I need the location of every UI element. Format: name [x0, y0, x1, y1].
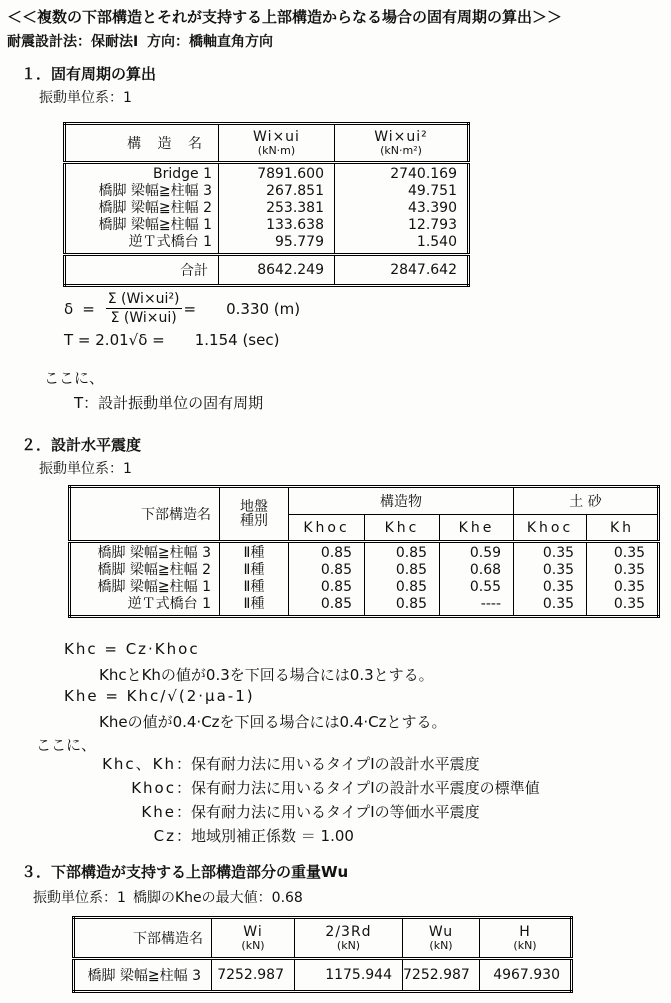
column-substructure-name: 下部構造名: [70, 487, 220, 542]
khc-formula: Khc = Cz·Khoc: [64, 640, 200, 658]
ground-type: Ⅱ種: [243, 596, 265, 612]
column-wiui2-unit: (kN·m²): [380, 143, 422, 157]
khe-cell: [440, 542, 514, 617]
group-soil: 土 砂: [514, 487, 659, 515]
ground-type: Ⅱ種: [243, 545, 265, 561]
fraction-numerator: Σ (Wi×ui²): [107, 291, 180, 307]
definition-khc-kh: [36, 752, 540, 776]
definition-label: Khe: [141, 803, 176, 821]
definition-desc: ：保有耐力法に用いるタイプⅠの等価水平震度: [176, 803, 480, 821]
definition-label: Cz: [153, 827, 176, 845]
column-wi-title: Wi: [243, 923, 263, 940]
section1-heading: １．固有周期の算出: [21, 65, 157, 83]
column-h-title: H: [519, 923, 531, 940]
column-wu-title: Wu: [428, 923, 454, 940]
table-body-row: [74, 959, 572, 992]
wiui-value: 267.851: [266, 183, 324, 199]
design-method-label: 耐震設計法：保耐法Ⅰ: [7, 34, 139, 50]
wiui-value: 133.638: [266, 217, 324, 233]
total-label: 合計: [65, 255, 219, 286]
wiui2-value: 12.793: [408, 217, 457, 233]
section1-unit-system: 振動単位系：1: [39, 90, 132, 106]
section2-heading: ２．設計水平震度: [21, 436, 142, 454]
period-formula: [64, 331, 279, 349]
period-formula-lhs: T = 2.01√δ =: [64, 331, 165, 349]
khoc-value: 0.85: [320, 545, 352, 561]
wiui2-value: 2740.169: [390, 166, 457, 182]
column-rd: [295, 918, 403, 959]
wiui-value: 253.381: [266, 200, 324, 216]
khc-value: 0.85: [395, 579, 427, 595]
khc-cell: [365, 542, 440, 617]
table-body-row: [70, 542, 659, 617]
soil-khoc-value: 0.35: [542, 545, 575, 561]
khc-value: 0.85: [395, 562, 427, 578]
wiui-value: 7891.600: [257, 166, 324, 182]
column-h-unit: (kN): [513, 938, 537, 952]
equals-sign: =: [82, 299, 95, 318]
section3-heading: ３．下部構造が支持する上部構造部分の重量Wu: [21, 863, 349, 881]
substructure-name: 橋脚 梁幅≧柱幅 1: [97, 579, 211, 595]
wiui2-value: 49.751: [408, 183, 457, 199]
direction-label: 方向：橋軸直角方向: [147, 34, 273, 50]
column-ground-type: [220, 487, 289, 542]
table-body-row: [65, 163, 469, 255]
column-wiui: [219, 124, 335, 163]
column-soil-khoc: Khoc: [514, 515, 587, 542]
delta-value: 0.330 (m): [226, 299, 301, 318]
khe-value: ----: [480, 596, 502, 612]
table-header-row: [74, 918, 572, 959]
soil-khoc-value: 0.35: [542, 562, 575, 578]
khoc-value: 0.85: [320, 562, 352, 578]
column-wi: [212, 918, 295, 959]
table-header-row: [65, 124, 469, 163]
structure-name: 逆Ｔ式橋台 1: [128, 234, 212, 250]
soil-khoc-value: 0.35: [542, 579, 575, 595]
column-h: [480, 918, 572, 959]
column-rd-unit: (kN): [336, 938, 361, 952]
column-wiui2: [335, 124, 469, 163]
note-intro: ここに、: [44, 369, 105, 387]
khe-note: Kheの値が0.4·Czを下回る場合には0.4·Czとする。: [99, 713, 447, 731]
structure-name: Bridge 1: [153, 166, 212, 182]
note-period-definition: T：設計振動単位の固有周期: [74, 394, 264, 412]
superstructure-weight-table: [72, 916, 573, 993]
substructure-name: 橋脚 梁幅≧柱幅 3: [97, 545, 211, 561]
definition-khoc: [36, 776, 540, 800]
ground-type-cell: [220, 542, 289, 617]
substructure-name: 橋脚 梁幅≧柱幅 2: [97, 562, 211, 578]
khc-note: KhcとKhの値が0.3を下回る場合には0.3とする。: [99, 666, 434, 684]
definition-cz: [36, 824, 540, 848]
wiui2-cell: [335, 163, 469, 255]
definition-desc: ：保有耐力法に用いるタイプⅠの設計水平震度の標準値: [176, 779, 540, 797]
structure-name: 橋脚 梁幅≧柱幅 3: [98, 183, 212, 199]
column-substructure-name: 下部構造名: [74, 918, 212, 959]
definition-khe: [36, 800, 540, 824]
total-wiui2: 2847.642: [335, 255, 469, 286]
wiui-cell: [219, 163, 335, 255]
kh-cell: [587, 542, 659, 617]
column-wiui2-title: Wi×ui²: [374, 128, 428, 145]
h-value: 4967.930: [480, 959, 572, 992]
ground-type-line1: 地盤: [240, 499, 268, 515]
column-wu-unit: (kN): [429, 938, 453, 952]
kh-value: 0.35: [613, 579, 646, 595]
wu-value: 7252.987: [403, 959, 480, 992]
kh-value: 0.35: [613, 562, 646, 578]
total-wiui: 8642.249: [219, 255, 335, 286]
column-khoc: Khoc: [289, 515, 365, 542]
wiui2-value: 1.540: [416, 234, 457, 250]
definition-desc: ：保有耐力法に用いるタイプⅠの設計水平震度: [176, 755, 480, 773]
document-title: ＜＜複数の下部構造とそれが支持する上部構造からなる場合の固有周期の算出＞＞: [7, 8, 563, 26]
column-rd-title: 2/3Rd: [325, 923, 372, 940]
natural-period-table: [63, 122, 470, 287]
definition-desc: ：地域別補正係数 ＝ 1.00: [176, 827, 354, 845]
equals-sign: =: [183, 299, 197, 318]
column-wi-unit: (kN): [241, 938, 265, 952]
khoc-value: 0.85: [320, 596, 352, 612]
khe-value: 0.68: [469, 562, 502, 578]
section3-unit-system: 振動単位系：1: [33, 890, 126, 906]
soil-khoc-value: 0.35: [542, 596, 575, 612]
substructure-name-cell: [70, 542, 220, 617]
substructure-name: 橋脚 梁幅≧柱幅 3: [74, 959, 212, 992]
structure-name: 橋脚 梁幅≧柱幅 2: [98, 200, 212, 216]
structure-name: 橋脚 梁幅≧柱幅 1: [98, 217, 212, 233]
substructure-name: 逆Ｔ式橋台 1: [127, 596, 211, 612]
wiui2-value: 43.390: [408, 200, 457, 216]
column-structure-name: 構 造 名: [65, 124, 219, 163]
ground-type-line2: 種別: [240, 513, 268, 529]
wi-value: 7252.987: [212, 959, 295, 992]
group-structure: 構造物: [289, 487, 514, 515]
structure-name-cell: [65, 163, 219, 255]
column-khc: Khc: [365, 515, 440, 542]
delta-symbol: δ: [64, 299, 74, 318]
khoc-value: 0.85: [320, 579, 352, 595]
definition-label: Khoc: [131, 779, 176, 797]
period-value: 1.154 (sec): [194, 331, 280, 349]
khe-max-label: 橋脚のKheの最大値：0.68: [133, 890, 303, 906]
khoc-cell: [289, 542, 365, 617]
definition-label: Khc、Kh: [102, 755, 176, 773]
khe-value: 0.55: [469, 579, 502, 595]
khc-value: 0.85: [395, 545, 427, 561]
total-row: [65, 255, 469, 286]
column-khe: Khe: [440, 515, 514, 542]
column-wu: [403, 918, 480, 959]
ground-type: Ⅱ種: [243, 579, 265, 595]
column-wiui-unit: (kN·m): [257, 143, 296, 157]
khc-value: 0.85: [395, 596, 427, 612]
rd-value: 1175.944: [295, 959, 403, 992]
wiui-value: 95.779: [275, 234, 324, 250]
delta-formula: [64, 291, 300, 326]
fraction-denominator: Σ (Wi×ui): [110, 310, 177, 326]
khe-value: 0.59: [469, 545, 502, 561]
khe-formula: Khe = Khc/√(2·μa-1): [64, 687, 255, 705]
group-header-row: [70, 487, 659, 515]
soil-khoc-cell: [514, 542, 587, 617]
ground-type: Ⅱ種: [243, 562, 265, 578]
kh-value: 0.35: [613, 596, 646, 612]
seismic-coefficient-table: [68, 485, 660, 618]
section2-unit-system: 振動単位系：1: [39, 461, 132, 477]
kh-value: 0.35: [613, 545, 646, 561]
column-kh: Kh: [587, 515, 659, 542]
column-wiui-title: Wi×ui: [253, 128, 300, 145]
fraction: [106, 291, 182, 326]
note-intro: ここに、: [36, 736, 97, 754]
